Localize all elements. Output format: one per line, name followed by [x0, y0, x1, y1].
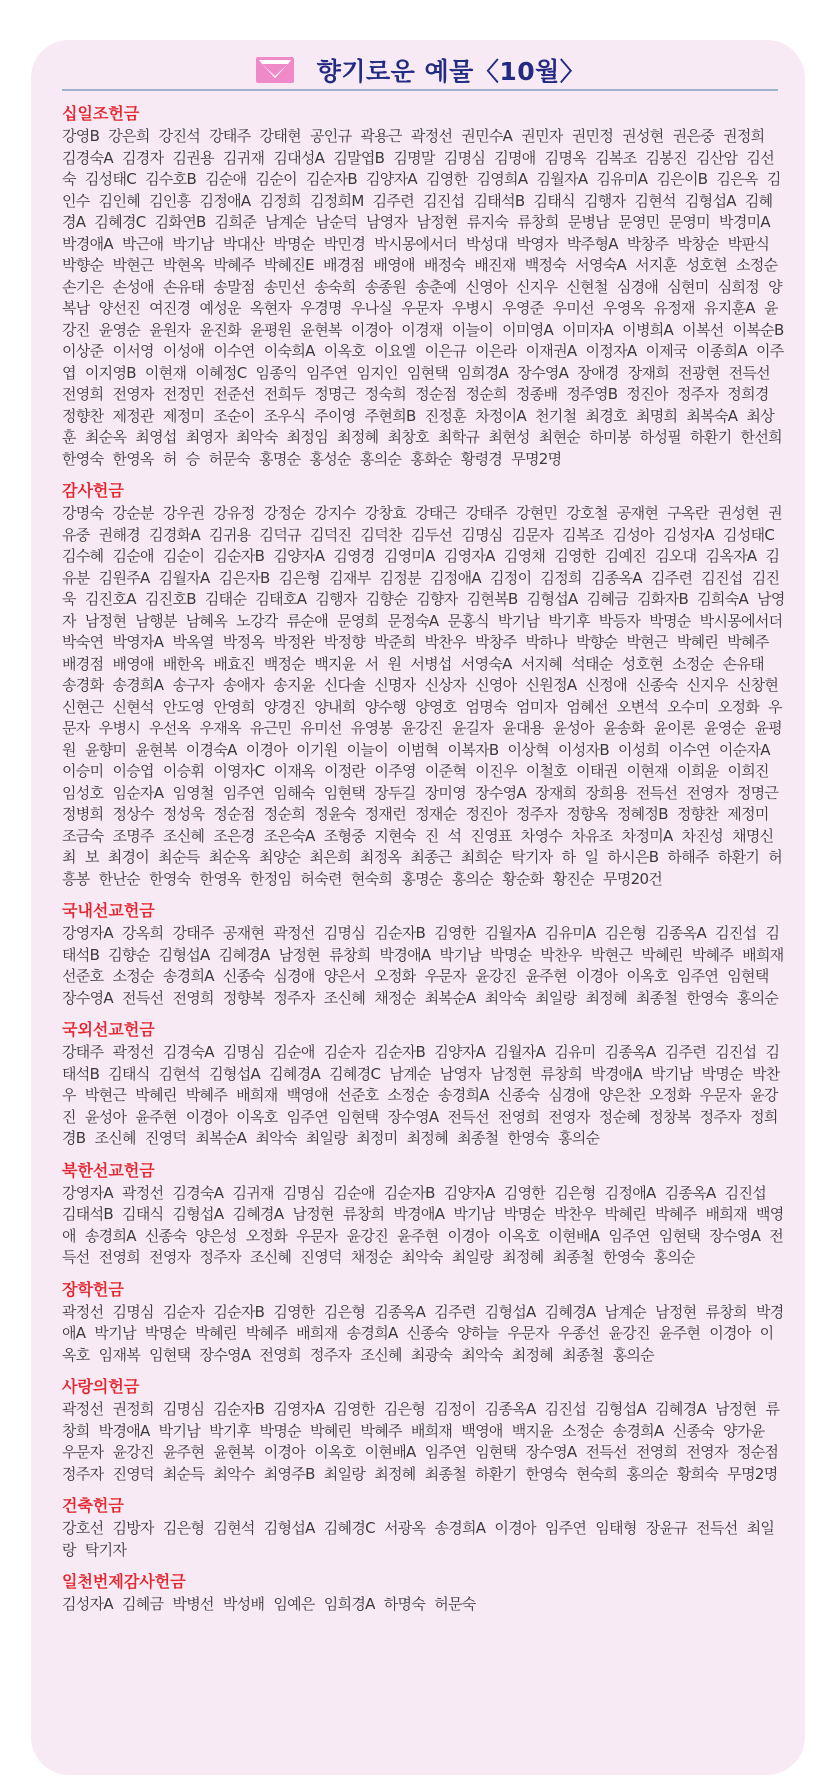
section-north-korea-mission: [62, 1160, 786, 1269]
donor-names: 강호선 김방자 김은형 김현석 김형섭A 김혜경C 서광옥 송경희A 이경아 임주연 임태형 장윤규 전득선 최일랑 탁기자: [62, 1519, 775, 1559]
section-title: 국내선교헌금: [62, 901, 155, 920]
header-divider: [62, 89, 778, 91]
donor-names: 강태주 곽정선 김경숙A 김명심 김순애 김순자 김순자B 김양자A 김월자A 김유미 김종옥A 김주련 김진섭 김태석B 김태식 김현석 김형섭A 김혜경A 김혜경C 남계순 남영자 남정현 류창희 박경애A 박기남 박명순 박찬우 박현근 박혜린 박혜주 배희재 백영애 선준호 소정순 송경희A 신종숙 심경애 양은찬 오정화 우문자 윤강진 윤성아 윤주현 이경아 이옥호 임주연 임현택 장수영A 전득선 전영희 전영자 정순혜 정창복 정주자 정희경B 조신혜 진영덕 최복순A 최악숙 최일랑 최정미 최정혜 최종철 한영숙 홍의순: [62, 1043, 780, 1147]
donor-names: 강명숙 강순분 강우권 강유정 강정순 강지수 강창효 강태근 강태주 강현민 강호철 공재현 구옥란 권성현 권유중 권해경 김경화A 김귀용 김덕규 김덕진 김덕찬 김두선 김명심 김문자 김복조 김성아 김성자A 김성태C 김수혜 김순애 김순이 김순자B 김양자A 김영경 김영미A 김영자A 김영채 김영한 김예진 김오대 김옥자A 김유분 김원주A 김월자A 김은자B 김은형 김재부 김정분 김정애A 김정이 김정희 김종옥A 김주련 김진섭 김진욱 김진호A 김진호B 김태순 김태호A 김행자 김향순 김향자 김현복B 김형섭A 김혜금 김화자B 김희숙A 남영자 남정현 남행분 남혜옥 노강각 류순애 문영희 문정숙A 문홍식 박기남 박기후 박등자 박명순 박시몽에서더 박숙연 박영자A 박옥열 박정옥 박정완 박정향 박준희 박찬우 박창주 박하나 박향순 박현근 박혜린 박혜주 배경점 배영애 배한옥 배효진 백정순 백지윤 서 원 서병섭 서영숙A 서지혜 석태순 성호현 소정순 손유태 송경화 송경희A 송구자 송애자 송지윤 신다솔 신명자 신상자 신영아 신원정A 신정애 신종숙 신지우 신창현 신현근 신현석 안도영 안영희 양경진 양내희 양수행 양영호 엄명숙 엄미자 엄혜선 오변석 오수미 오정화 우문자 우병시 우선옥 우재옥 유근민 유미선 유영봉 윤강진 윤길자 윤대용 윤성아 윤송화 윤이론 윤영순 윤평원 윤향미 윤현복 이경숙A 이경아 이기원 이늘이 이범혁 이복자B 이상혁 이성자B 이성희 이수연 이순자A 이승미 이승엽 이승휘 이영자C 이재옥 이정란 이주영 이준혁 이진우 이철호 이태권 이현재 이희윤 이희진 임성호 임순자A 임영철 임주연 임해숙 임현택 장두길 장미영 장수영A 장재희 장희용 전득선 전영자 정명근 정병희 정상수 정성욱 정순점 정순희 정윤숙 정재런 정재순 정진아 정주자 정향옥 정혜정B 정향찬 제정미 조금숙 조명주 조신혜 조은경 조은숙A 조형중 지현숙 진 석 진영표 차영수 차유조 차정미A 차진성 채명신 최 보 최경이 최순득 최순옥 최양순 최은희 최정옥 최종근 최희순 탁기자 하 일 하시은B 하해주 하환기 허흥봉 한난순 한영숙 한영옥 한정임 허숙련 현숙희 홍명순 홍의순 황순화 황진순 무명20건: [62, 504, 785, 888]
section-tithe: [62, 103, 786, 470]
donor-names: 곽정선 권정희 김명심 김순자B 김영자A 김영한 김은형 김정이 김종옥A 김진섭 김형섭A 김혜경A 남정현 류창희 박경애A 박기남 박기후 박명순 박혜린 박혜주 배희재 백영애 백지윤 소정순 송경희A 신종숙 양가윤 우문자 윤강진 윤주현 윤현복 이경아 이옥호 이현배A 임주연 임현택 장수영A 전득선 전영희 전영자 정순점 정주자 진영덕 최순득 최악수 최영주B 최일랑 최정혜 최종철 하환기 한영숙 현숙희 홍의순 황희숙 무명2명: [62, 1400, 780, 1483]
donor-names: 강영자A 강옥희 강태주 공재현 곽정선 김명심 김순자B 김영한 김월자A 김유미A 김은형 김종옥A 김진섭 김태석B 김향순 김형섭A 김혜경A 남정현 류창희 박경애A 박기남 박명순 박찬우 박현근 박혜린 박혜주 배희재 선준호 소정순 송경희A 신종숙 심경애 양은서 오정화 우문자 윤강진 윤주현 이경아 이옥호 임주연 임현택 장수영A 전득선 전영희 정향복 정주자 조신혜 채정순 최복순A 최악숙 최일랑 최정혜 최종철 한영숙 홍의순: [62, 924, 784, 1007]
section-title: 국외선교헌금: [62, 1020, 155, 1039]
section-title: 십일조헌금: [62, 104, 140, 123]
section-domestic-mission: [62, 900, 786, 1009]
section-title: 장학헌금: [62, 1279, 124, 1299]
page-title: 향기로운 예물〈10월〉: [316, 57, 586, 86]
donor-names: 김성자A 김혜금 박병선 박성배 임예은 임희경A 하명숙 허문숙: [62, 1595, 476, 1613]
section-title: 사랑의헌금: [62, 1377, 140, 1396]
donor-names: 강영자A 곽정선 김경숙A 김귀재 김명심 김순애 김순자B 김양자A 김영한 김은형 김정애A 김종옥A 김진섭 김태석B 김태식 김형섭A 김혜경A 남정현 류창희 박경애A 박기남 박명순 박찬우 박혜린 박혜주 배희재 백영애 송경희A 신종숙 양은성 오정화 우문자 윤강진 윤주현 이경아 이옥호 이현배A 임주연 임현택 장수영A 전득선 전영희 전영자 정주자 조신혜 진영덕 채정순 최악숙 최일랑 최정혜 최종철 한영숙 홍의순: [62, 1183, 784, 1266]
section-foreign-mission: [62, 1019, 786, 1150]
section-love: [62, 1376, 786, 1485]
section-thousand-burnt-offering: [62, 1571, 786, 1616]
donor-names: 곽정선 김명심 김순자 김순자B 김영한 김은형 김종옥A 김주련 김형섭A 김혜경A 남계순 남정현 류창희 박경애A 박기남 박명순 박혜린 박혜주 배희재 송경희A 신종숙 양하늘 우문자 우종선 윤강진 윤주현 이경아 이옥호 임재복 임현택 장수영A 전영희 정주자 조신혜 최광숙 최악숙 최정혜 최종철 홍의순: [62, 1302, 784, 1364]
offering-list: [62, 103, 786, 1626]
section-title: 건축헌금: [62, 1496, 124, 1515]
section-building: [62, 1495, 786, 1561]
section-title: 북한선교헌금: [62, 1160, 155, 1180]
donor-names: 강영B 강은희 강진석 강태주 강태현 공인규 곽용근 곽정선 권민수A 권민자 권민정 권성현 권은중 권정희 김경숙A 김경자 김권용 김귀재 김대성A 김말엽B 김명말 김명심 김명애 김명옥 김복조 김봉진 김산암 김선숙 김성태C 김수호B 김순애 김순이 김순자B 김양자A 김영한 김영희A 김월자A 김유미A 김은이B 김은옥 김인수 김인혜 김인흥 김정애A 김정희 김정희M 김주련 김진섭 김태석B 김태식 김행자 김현석 김형섭A 김혜경A 김혜경C 김화연B 김희준 남계순 남순덕 남영자 남정현 류지숙 류창희 문병남 문영민 문영미 박경미A 박경애A 박근애 박기남 박대산 박명순 박민경 박시몽에서더 박성대 박영자 박주형A 박창주 박창순 박판식 박향순 박현근 박현옥 박혜주 박혜진E 배경점 배영애 배정숙 배진재 백정숙 서영숙A 서지훈 성호현 소정순 손기은 손성애 손유태 송말점 송민선 송숙희 송종원 송춘예 신영아 신지우 신현철 심경애 심현미 심희정 양복남 양선진 여진경 예성운 옥현자 우경명 우나실 우문자 우병시 우영준 우미선 우영옥 유정재 유지훈A 윤강진 윤영순 윤원자 윤진화 윤평원 윤현복 이경아 이경재 이늘이 이미영A 이미자A 이병희A 이복선 이복순B 이상준 이서영 이성애 이수연 이숙희A 이옥호 이요엘 이은규 이은라 이재권A 이정자A 이제국 이종희A 이주엽 이지영B 이현재 이혜정C 임종익 임주연 임지인 임현택 임희경A 장수영A 장애경 장재희 전광현 전득선 전영희 전영자 전정민 전준선 전희두 정명근 정숙희 정순점 정순희 정종배 정주영B 정진아 정주자 정희경 정향찬 제정관 제정미 조순이 조우식 주이영 주현희B 진정훈 차정이A 천기철 최경호 최명희 최복숙A 최상훈 최순옥 최영섭 최영자 최악숙 최정임 최정혜 최창호 최학규 최현성 최현순 하미봉 하성필 하환기 한선희 한영숙 한영옥 허 승 허문숙 홍명순 홍성순 홍의순 홍화순 황령경 무명2명: [62, 127, 784, 468]
section-title: 감사헌금: [62, 481, 124, 500]
section-scholarship: [62, 1279, 786, 1367]
section-thanksgiving: [62, 480, 786, 890]
envelope-icon: [255, 55, 295, 85]
section-title: 일천번제감사헌금: [62, 1572, 186, 1591]
page-header: [62, 50, 778, 90]
